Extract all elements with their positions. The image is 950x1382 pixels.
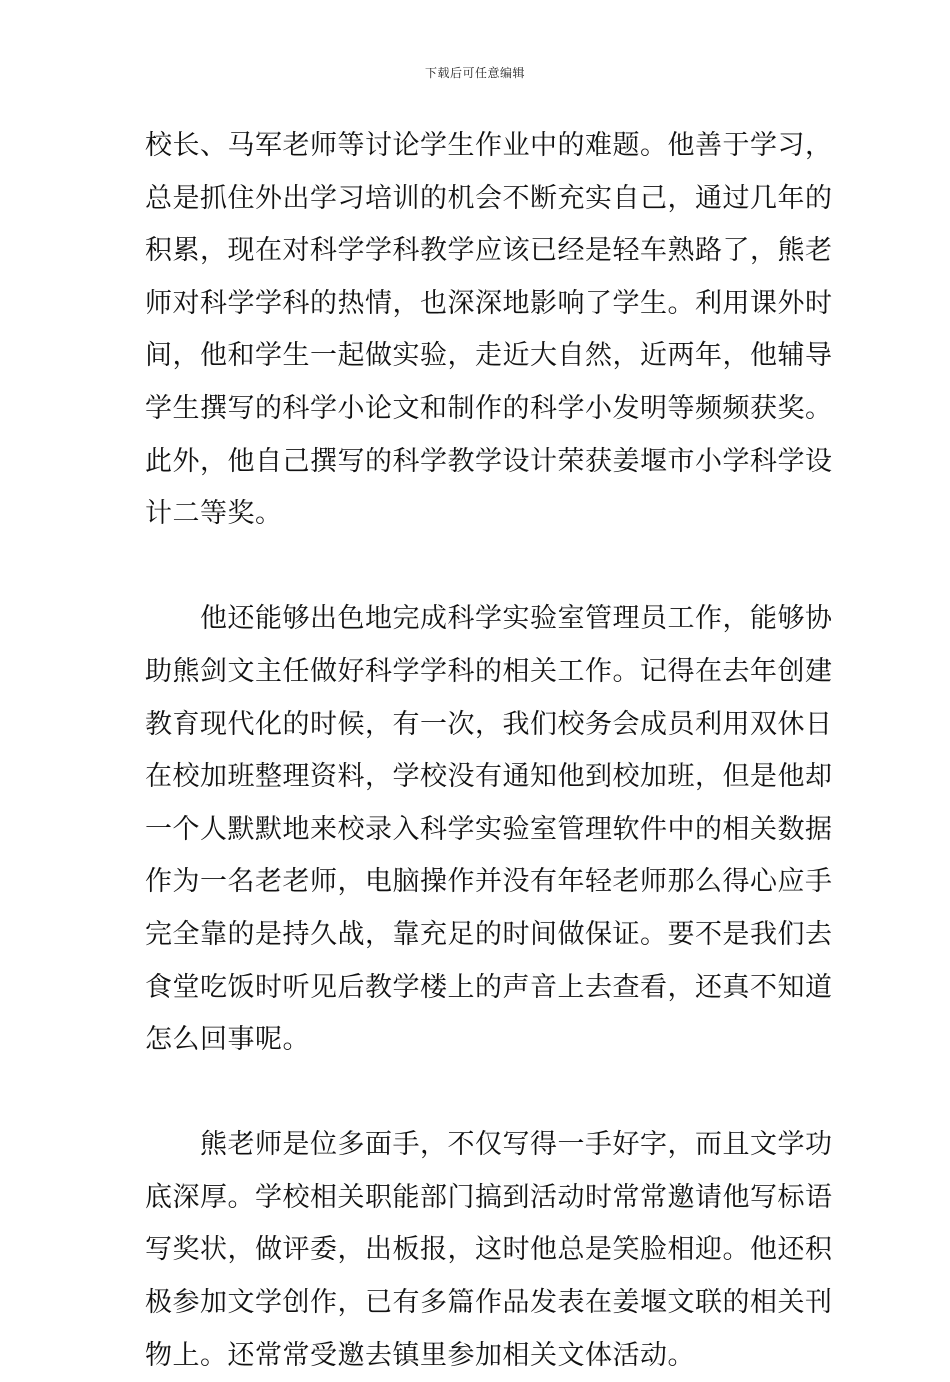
text-line: 写奖状，做评委，出板报，这时他总是笑脸相迎。他还积 — [145, 1234, 833, 1266]
text-line: 此外，他自己撰写的科学教学设计荣获姜堰市小学科学设 — [145, 445, 833, 477]
text-line: 积累，现在对科学学科教学应该已经是轻车熟路了，熊老 — [145, 235, 833, 267]
paragraph-1 — [145, 120, 833, 541]
text-line: 师对科学学科的热情，也深深地影响了学生。利用课外时 — [145, 287, 833, 319]
text-line: 总是抓住外出学习培训的机会不断充实自己，通过几年的 — [145, 182, 833, 214]
text-line: 教育现代化的时候，有一次，我们校务会成员利用双休日 — [145, 708, 833, 740]
text-line: 极参加文学创作，已有多篇作品发表在姜堰文联的相关刊 — [145, 1287, 833, 1319]
text-line: 作为一名老老师，电脑操作并没有年轻老师那么得心应手 — [145, 866, 833, 898]
text-line: 在校加班整理资料，学校没有通知他到校加班，但是他却 — [145, 761, 833, 793]
page-header: 下载后可任意编辑 — [424, 66, 525, 80]
paragraph-3 — [145, 1119, 833, 1382]
text-line: 学生撰写的科学小论文和制作的科学小发明等频频获奖。 — [145, 392, 833, 424]
text-line: 物上。还常常受邀去镇里参加相关文体活动。 — [145, 1339, 695, 1371]
text-line: 计二等奖。 — [145, 498, 283, 530]
text-line: 底深厚。学校相关职能部门搞到活动时常常邀请他写标语 — [145, 1181, 833, 1213]
paragraph-spacer — [145, 1067, 813, 1120]
text-line: 一个人默默地来校录入科学实验室管理软件中的相关数据 — [145, 813, 833, 845]
text-line: 食堂吃饭时听见后教学楼上的声音上去查看，还真不知道 — [145, 971, 833, 1003]
paragraph-2 — [145, 593, 833, 1066]
text-line-first: 他还能够出色地完成科学实验室管理员工作，能够协 — [200, 603, 833, 635]
document-body — [145, 120, 833, 1382]
text-line: 助熊剑文主任做好科学学科的相关工作。记得在去年创建 — [145, 655, 833, 687]
text-line: 怎么回事呢。 — [145, 1024, 310, 1056]
text-line: 校长、马军老师等讨论学生作业中的难题。他善于学习， — [145, 130, 833, 161]
text-line: 完全靠的是持久战，靠充足的时间做保证。要不是我们去 — [145, 918, 833, 950]
text-line: 间，他和学生一起做实验，走近大自然，近两年，他辅导 — [145, 340, 833, 372]
text-line-first: 熊老师是位多面手，不仅写得一手好字，而且文学功 — [200, 1129, 833, 1161]
paragraph-spacer — [145, 541, 813, 594]
